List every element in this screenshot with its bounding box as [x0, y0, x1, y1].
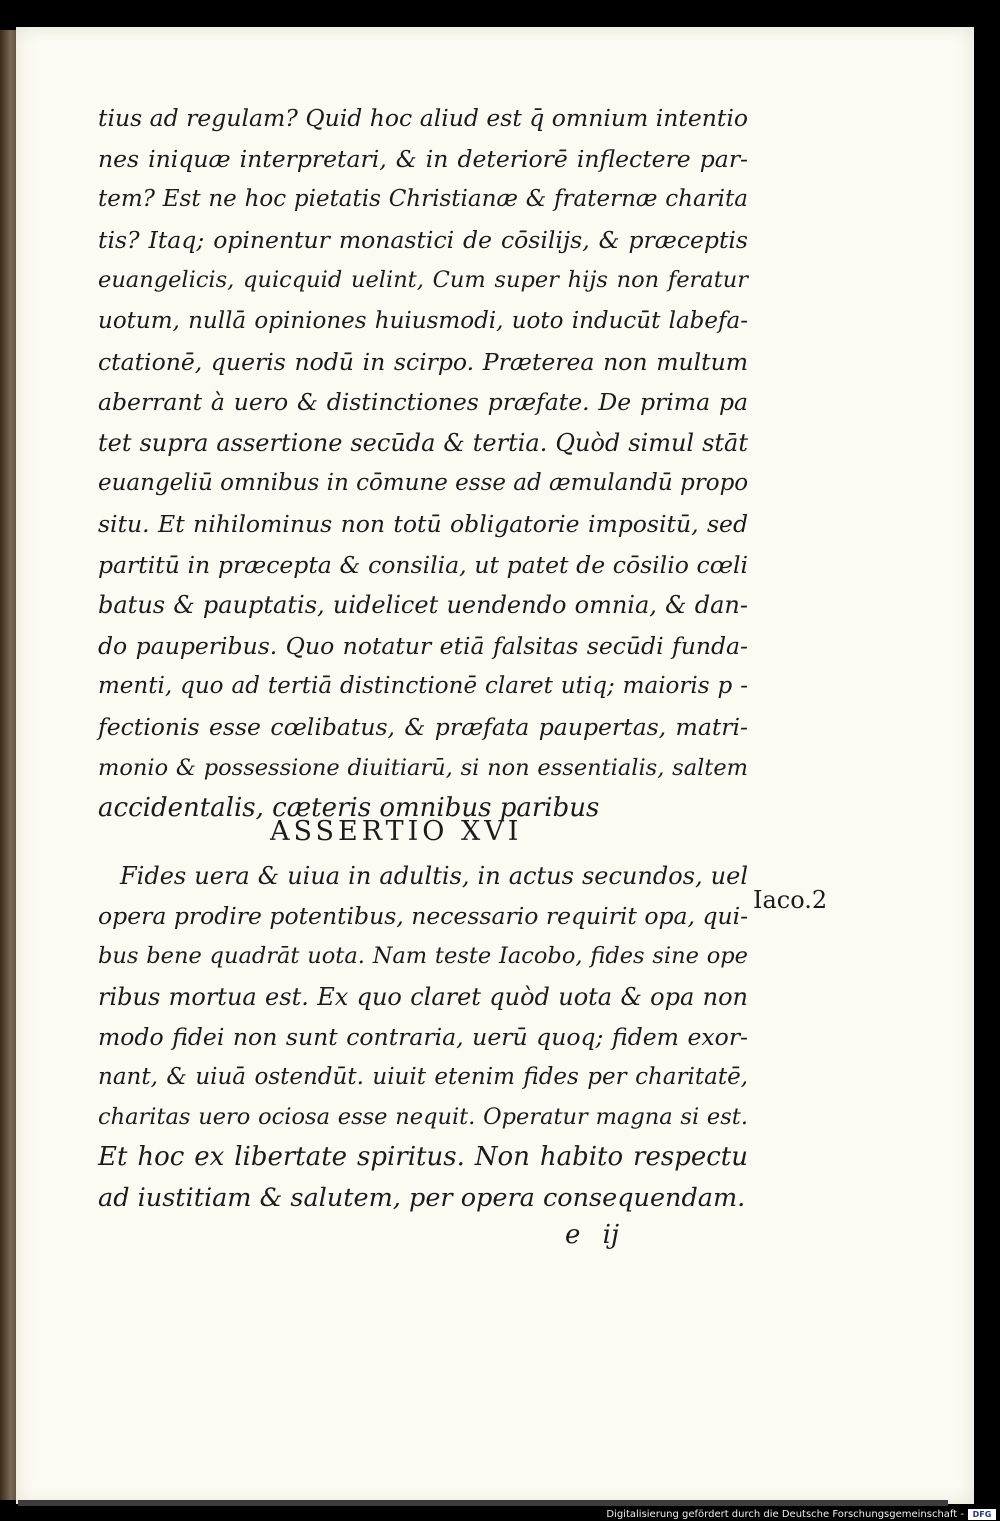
text-line: euangeliū omnibus in cōmune esse ad æmulandū propo — [98, 470, 749, 497]
text-line: ctationē, queris nodū in scirpo. Præterea non multum — [98, 347, 748, 376]
text-line: tem? Est ne hoc pietatis Christianæ & fraternæ charita — [98, 186, 748, 213]
page-bottom-edge — [18, 1500, 948, 1506]
text-line: opera prodire potentibus, necessario requirit opa, qui- — [98, 902, 749, 931]
text-line: monio & possessione diuitiarū, si non essentialis, saltem — [98, 754, 748, 781]
section-heading: ASSERTIO XVI — [270, 816, 523, 847]
text-line: tis? Itaq; opinentur monastici de cōsilijs, & præceptis — [98, 225, 748, 254]
text-line: accidentalis, cæteris omnibus paribus — [98, 793, 600, 824]
dfg-logo: DFG — [968, 1509, 996, 1520]
text-line: modo fidei non sunt contraria, uerū quoq; fidem exor- — [98, 1022, 748, 1051]
text-line: euangelicis, quicquid uelint, Cum super hijs non feratur — [98, 267, 748, 294]
footer-credit: Digitalisierung gefördert durch die Deutsche Forschungsgemeinschaft - — [606, 1509, 964, 1520]
margin-note: Iaco.2 — [753, 886, 828, 914]
text-line: nes iniquæ interpretari, & in deteriorē inflectere par- — [98, 144, 748, 173]
text-line: aberrant à uero & distinctiones præfate. De prima pa — [98, 388, 748, 417]
text-line: menti, quo ad tertiā distinctionē claret utiq; maioris p - — [98, 673, 748, 700]
text-line: ribus mortua est. Ex quo claret quòd uota & opa non — [98, 982, 748, 1011]
text-line: uotum, nullā opiniones huiusmodi, uoto inducūt labefa- — [98, 308, 748, 334]
text-line: partitū in præcepta & consilia, ut patet de cōsilio cœli — [98, 550, 748, 579]
signature-mark: e ij — [565, 1220, 620, 1250]
text-line: bus bene quadrāt uota. Nam teste Iacobo, fides sine ope — [98, 943, 748, 970]
text-line: batus & pauptatis, uidelicet uendendo omnia, & dan- — [98, 591, 748, 620]
text-line: tius ad regulam? Quid hoc aliud est q̄ omnium intentio — [98, 104, 748, 132]
text-line: Et hoc ex libertate spiritus. Non habito respectu — [98, 1142, 748, 1173]
text-line: Fides uera & uiua in adultis, in actus secundos, uel — [120, 862, 748, 890]
text-line: ad iustitiam & salutem, per opera consequendam. — [98, 1182, 746, 1213]
text-line: tet supra assertione secūda & tertia. Quòd simul stāt — [98, 428, 748, 457]
text-line: fectionis esse cœlibatus, & præfata paupertas, matri- — [98, 713, 748, 741]
text-line: charitas uero ociosa esse nequit. Operatur magna si est. — [98, 1104, 748, 1131]
text-line: situ. Et nihilominus non totū obligatorie impositū, sed — [98, 510, 748, 538]
text-line: nant, & uiuā ostendūt. uiuit etenim fides per charitatē, — [98, 1064, 748, 1090]
text-line: do pauperibus. Quo notatur etiā falsitas secūdi funda- — [98, 631, 748, 660]
